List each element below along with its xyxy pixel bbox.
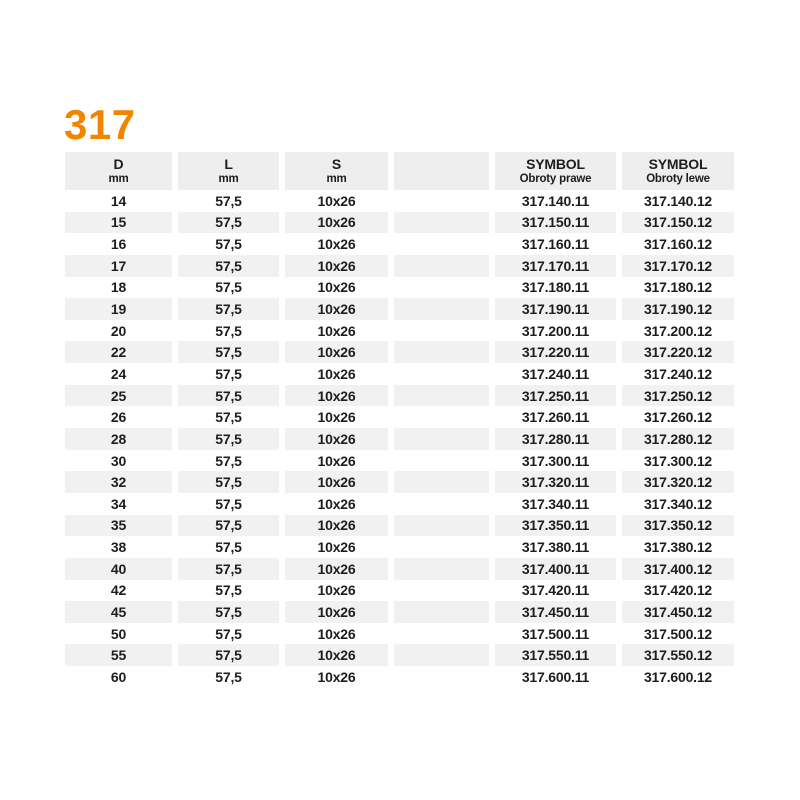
cell-symbol-left-rotation: 317.340.12 (643, 495, 713, 512)
cell-shank: 10x26 (317, 409, 356, 426)
cell-symbol-right-rotation: 317.450.11 (495, 601, 616, 623)
cell-symbol-right-rotation: 317.190.11 (495, 298, 616, 320)
cell-empty (394, 580, 489, 602)
cell-symbol-right-rotation: 317.350.11 (495, 515, 616, 537)
cell-symbol-left-rotation: 317.550.12 (622, 644, 734, 666)
cell-diameter: 35 (65, 515, 172, 537)
cell-symbol-left-rotation: 317.160.12 (643, 236, 713, 253)
cell-shank: 10x26 (317, 452, 356, 469)
cell-length: 57,5 (215, 322, 242, 339)
cell-shank: 10x26 (285, 298, 388, 320)
cell-shank: 10x26 (285, 515, 388, 537)
cell-length: 57,5 (178, 644, 279, 666)
column-sublabel: mm (218, 173, 239, 185)
table-row (65, 406, 734, 428)
cell-length: 57,5 (178, 341, 279, 363)
cell-empty (394, 601, 489, 623)
cell-shank: 10x26 (285, 644, 388, 666)
cell-symbol-right-rotation: 317.400.11 (495, 558, 616, 580)
cell-shank: 10x26 (285, 212, 388, 234)
cell-symbol-right-rotation: 317.160.11 (521, 236, 590, 253)
cell-diameter: 14 (110, 192, 127, 209)
column-sublabel: Obroty lewe (646, 173, 710, 185)
cell-diameter: 55 (65, 644, 172, 666)
cell-length: 57,5 (215, 279, 242, 296)
cell-empty (394, 450, 489, 472)
cell-symbol-left-rotation: 317.350.12 (622, 515, 734, 537)
cell-symbol-right-rotation: 317.320.11 (495, 471, 616, 493)
cell-symbol-left-rotation: 317.600.12 (643, 668, 713, 685)
table-row (65, 428, 734, 450)
cell-diameter: 24 (110, 365, 127, 382)
cell-diameter: 18 (110, 279, 127, 296)
cell-shank: 10x26 (317, 192, 356, 209)
cell-symbol-left-rotation: 317.300.12 (643, 452, 713, 469)
cell-shank: 10x26 (285, 428, 388, 450)
cell-symbol-left-rotation: 317.170.12 (622, 255, 734, 277)
table-row (65, 341, 734, 363)
cell-shank: 10x26 (317, 495, 356, 512)
cell-symbol-left-rotation: 317.380.12 (643, 539, 713, 556)
cell-symbol-right-rotation: 317.550.11 (495, 644, 616, 666)
cell-symbol-left-rotation: 317.450.12 (622, 601, 734, 623)
column-header-diameter (65, 152, 172, 190)
cell-length: 57,5 (178, 385, 279, 407)
cell-empty (394, 233, 489, 255)
cell-symbol-right-rotation: 317.220.11 (495, 341, 616, 363)
cell-diameter: 42 (110, 582, 127, 599)
cell-length: 57,5 (215, 625, 242, 642)
cell-empty (394, 471, 489, 493)
cell-empty (394, 644, 489, 666)
cell-shank: 10x26 (285, 385, 388, 407)
table-row (65, 471, 734, 493)
cell-symbol-left-rotation: 317.180.12 (643, 279, 713, 296)
cell-shank: 10x26 (317, 365, 356, 382)
table-row (65, 558, 734, 580)
table-row (65, 515, 734, 537)
table-row (65, 580, 734, 602)
cell-length: 57,5 (215, 365, 242, 382)
table-row (65, 298, 734, 320)
cell-empty (394, 428, 489, 450)
product-table (65, 152, 734, 688)
cell-symbol-right-rotation: 317.200.11 (521, 322, 590, 339)
cell-length: 57,5 (178, 428, 279, 450)
cell-length: 57,5 (215, 668, 242, 685)
table-row (65, 644, 734, 666)
cell-length: 57,5 (215, 409, 242, 426)
cell-symbol-right-rotation: 317.280.11 (495, 428, 616, 450)
cell-length: 57,5 (178, 298, 279, 320)
cell-symbol-right-rotation: 317.240.11 (521, 365, 590, 382)
cell-length: 57,5 (178, 212, 279, 234)
cell-symbol-right-rotation: 317.380.11 (521, 539, 590, 556)
table-row (65, 233, 734, 255)
cell-empty (394, 623, 489, 645)
cell-symbol-right-rotation: 317.500.11 (521, 625, 590, 642)
column-label: SYMBOL (648, 156, 708, 172)
column-sublabel: Obroty prawe (519, 173, 592, 185)
column-label: S (331, 156, 342, 172)
cell-length: 57,5 (215, 236, 242, 253)
cell-length: 57,5 (215, 452, 242, 469)
column-header-empty (394, 152, 489, 190)
cell-diameter: 20 (110, 322, 127, 339)
table-row (65, 363, 734, 385)
cell-symbol-left-rotation: 317.320.12 (622, 471, 734, 493)
cell-diameter: 40 (65, 558, 172, 580)
cell-symbol-left-rotation: 317.200.12 (643, 322, 713, 339)
cell-length: 57,5 (178, 558, 279, 580)
cell-empty (394, 536, 489, 558)
cell-diameter: 38 (110, 539, 127, 556)
column-header-shank (285, 152, 388, 190)
table-row (65, 190, 734, 212)
cell-symbol-left-rotation: 317.150.12 (622, 212, 734, 234)
table-body (65, 190, 734, 688)
cell-symbol-left-rotation: 317.500.12 (643, 625, 713, 642)
cell-diameter: 30 (110, 452, 127, 469)
cell-symbol-right-rotation: 317.170.11 (495, 255, 616, 277)
cell-length: 57,5 (215, 495, 242, 512)
cell-symbol-right-rotation: 317.260.11 (521, 409, 590, 426)
column-label: D (113, 156, 124, 172)
cell-diameter: 15 (65, 212, 172, 234)
cell-length: 57,5 (215, 582, 242, 599)
column-header-symbol-right-rotation (495, 152, 616, 190)
cell-symbol-right-rotation: 317.300.11 (521, 452, 590, 469)
cell-shank: 10x26 (317, 322, 356, 339)
table-row (65, 450, 734, 472)
cell-empty (394, 212, 489, 234)
cell-diameter: 50 (110, 625, 127, 642)
cell-shank: 10x26 (317, 625, 356, 642)
cell-symbol-right-rotation: 317.180.11 (521, 279, 590, 296)
cell-shank: 10x26 (317, 236, 356, 253)
cell-shank: 10x26 (285, 558, 388, 580)
column-header-length (178, 152, 279, 190)
table-row (65, 212, 734, 234)
cell-symbol-left-rotation: 317.250.12 (622, 385, 734, 407)
column-sublabel: mm (326, 173, 347, 185)
cell-empty (394, 385, 489, 407)
cell-diameter: 32 (65, 471, 172, 493)
cell-diameter: 25 (65, 385, 172, 407)
cell-empty (394, 255, 489, 277)
cell-shank: 10x26 (285, 471, 388, 493)
table-row (65, 536, 734, 558)
table-row (65, 623, 734, 645)
cell-diameter: 28 (65, 428, 172, 450)
cell-symbol-left-rotation: 317.280.12 (622, 428, 734, 450)
cell-symbol-left-rotation: 317.140.12 (643, 192, 713, 209)
cell-diameter: 45 (65, 601, 172, 623)
column-label: SYMBOL (526, 156, 585, 172)
cell-symbol-right-rotation: 317.140.11 (521, 192, 590, 209)
cell-empty (394, 363, 489, 385)
cell-shank: 10x26 (285, 601, 388, 623)
cell-shank: 10x26 (317, 539, 356, 556)
cell-length: 57,5 (178, 515, 279, 537)
table-row (65, 385, 734, 407)
column-header-symbol-left-rotation (622, 152, 734, 190)
table-row (65, 277, 734, 299)
table-row (65, 601, 734, 623)
table-row (65, 255, 734, 277)
cell-length: 57,5 (178, 601, 279, 623)
cell-empty (394, 666, 489, 688)
cell-shank: 10x26 (285, 255, 388, 277)
cell-length: 57,5 (178, 471, 279, 493)
cell-diameter: 19 (65, 298, 172, 320)
cell-symbol-right-rotation: 317.150.11 (495, 212, 616, 234)
cell-symbol-left-rotation: 317.420.12 (643, 582, 713, 599)
cell-symbol-left-rotation: 317.220.12 (622, 341, 734, 363)
cell-length: 57,5 (178, 255, 279, 277)
cell-symbol-left-rotation: 317.260.12 (643, 409, 713, 426)
page-title: 317 (64, 101, 136, 148)
cell-shank: 10x26 (317, 279, 356, 296)
cell-diameter: 60 (110, 668, 127, 685)
cell-symbol-left-rotation: 317.400.12 (622, 558, 734, 580)
cell-symbol-right-rotation: 317.250.11 (495, 385, 616, 407)
cell-shank: 10x26 (317, 582, 356, 599)
cell-length: 57,5 (215, 192, 242, 209)
cell-symbol-right-rotation: 317.600.11 (521, 668, 590, 685)
table-row (65, 493, 734, 515)
cell-diameter: 34 (110, 495, 127, 512)
cell-shank: 10x26 (317, 668, 356, 685)
column-sublabel: mm (108, 173, 129, 185)
cell-empty (394, 341, 489, 363)
cell-empty (394, 406, 489, 428)
cell-empty (394, 320, 489, 342)
cell-symbol-right-rotation: 317.340.11 (521, 495, 590, 512)
table-row (65, 320, 734, 342)
table-row (65, 666, 734, 688)
cell-symbol-left-rotation: 317.190.12 (622, 298, 734, 320)
cell-symbol-right-rotation: 317.420.11 (521, 582, 590, 599)
cell-diameter: 26 (110, 409, 127, 426)
cell-empty (394, 298, 489, 320)
table-header-row (65, 152, 734, 190)
cell-diameter: 16 (110, 236, 127, 253)
cell-empty (394, 493, 489, 515)
cell-diameter: 22 (65, 341, 172, 363)
cell-length: 57,5 (215, 539, 242, 556)
cell-empty (394, 277, 489, 299)
cell-symbol-left-rotation: 317.240.12 (643, 365, 713, 382)
cell-empty (394, 558, 489, 580)
column-label: L (224, 156, 233, 172)
cell-shank: 10x26 (285, 341, 388, 363)
cell-empty (394, 190, 489, 212)
cell-empty (394, 515, 489, 537)
cell-diameter: 17 (65, 255, 172, 277)
